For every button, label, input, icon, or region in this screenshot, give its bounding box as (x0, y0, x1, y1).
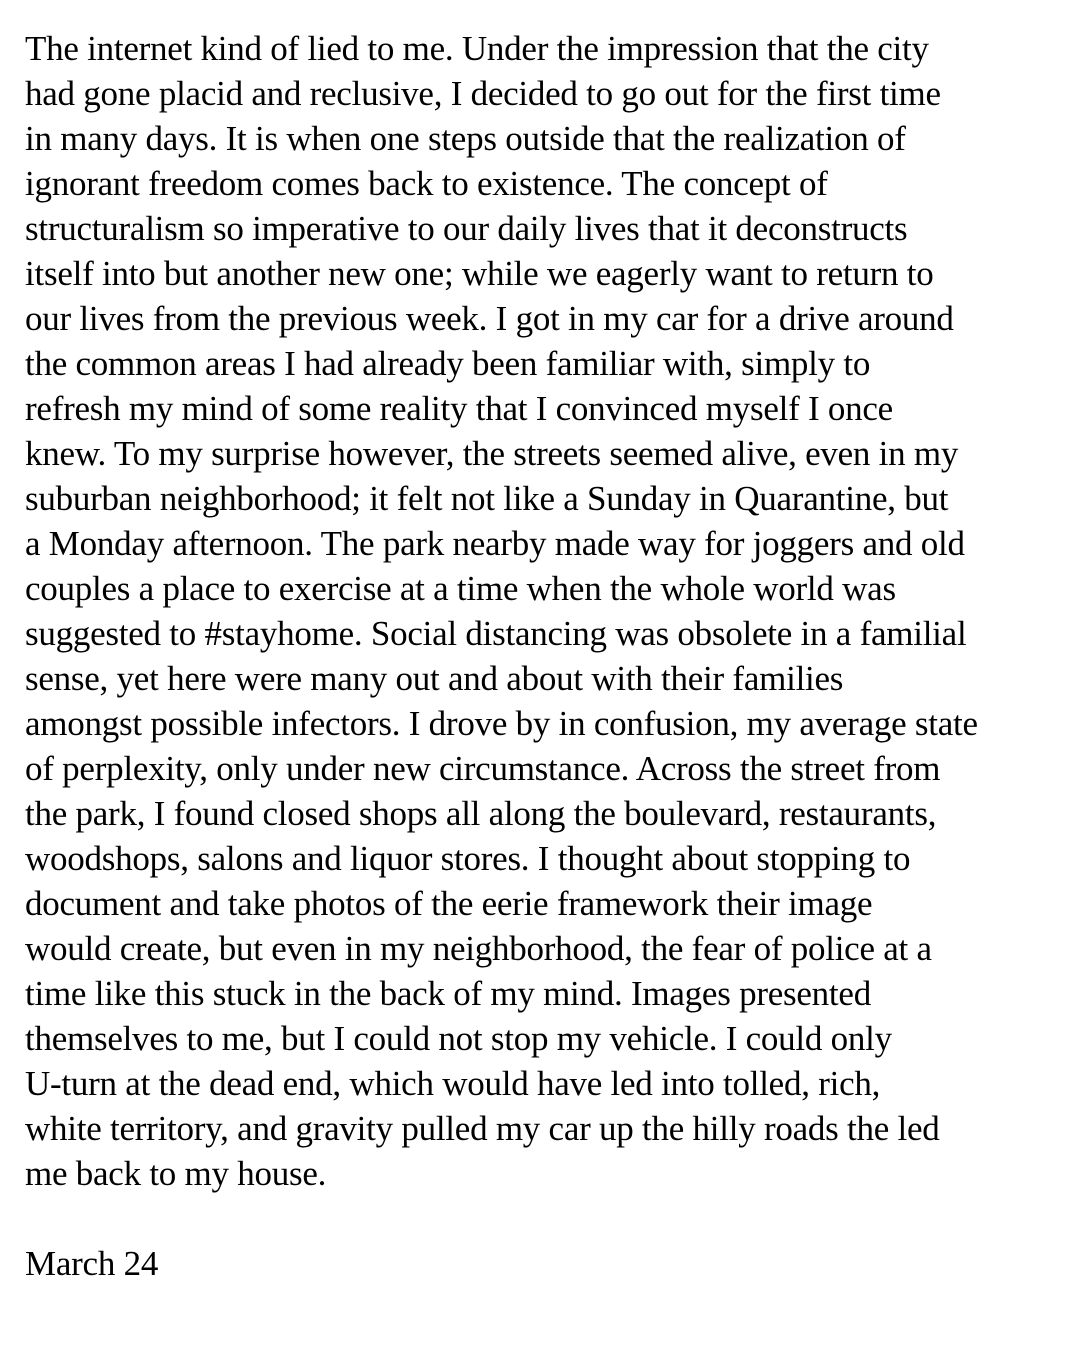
text-line: themselves to me, but I could not stop my vehicle. I could only (25, 1019, 892, 1058)
text-line: a Monday afternoon. The park nearby made way for joggers and old (25, 524, 965, 563)
text-line: white territory, and gravity pulled my car up the hilly roads the led (25, 1109, 940, 1148)
text-line: knew. To my surprise however, the streets seemed alive, even in my (25, 434, 959, 473)
text-line: time like this stuck in the back of my mind. Images presented (25, 974, 871, 1013)
text-line: structuralism so imperative to our daily lives that it deconstructs (25, 209, 908, 248)
text-line: amongst possible infectors. I drove by in confusion, my average state (25, 704, 978, 743)
text-line: refresh my mind of some reality that I convinced myself I once (25, 389, 893, 428)
text-line: woodshops, salons and liquor stores. I thought about stopping to (25, 839, 911, 878)
text-line: of perplexity, only under new circumstance. Across the street from (25, 749, 941, 788)
text-line: had gone placid and reclusive, I decided to go out for the first time (25, 74, 941, 113)
text-line: the park, I found closed shops all along the boulevard, restaurants, (25, 794, 937, 833)
text-line: the common areas I had already been familiar with, simply to (25, 344, 871, 383)
text-line: sense, yet here were many out and about with their families (25, 659, 844, 698)
text-line: The internet kind of lied to me. Under the impression that the city (25, 29, 929, 68)
text-line: itself into but another new one; while we eagerly want to return to (25, 254, 934, 293)
entry-date: March 24 (25, 1244, 159, 1283)
text-line: couples a place to exercise at a time when the whole world was (25, 569, 896, 608)
text-line: would create, but even in my neighborhood, the fear of police at a (25, 929, 932, 968)
text-line: document and take photos of the eerie framework their image (25, 884, 873, 923)
text-line: suburban neighborhood; it felt not like a Sunday in Quarantine, but (25, 479, 949, 518)
text-line: in many days. It is when one steps outside that the realization of (25, 119, 906, 158)
text-line: our lives from the previous week. I got in my car for a drive around (25, 299, 954, 338)
text-line: ignorant freedom comes back to existence. The concept of (25, 164, 828, 203)
journal-entry-text (25, 26, 1062, 1196)
text-line: me back to my house. (25, 1154, 327, 1193)
text-line: U-turn at the dead end, which would have led into tolled, rich, (25, 1064, 881, 1103)
text-line: suggested to #stayhome. Social distancing was obsolete in a familial (25, 614, 967, 653)
